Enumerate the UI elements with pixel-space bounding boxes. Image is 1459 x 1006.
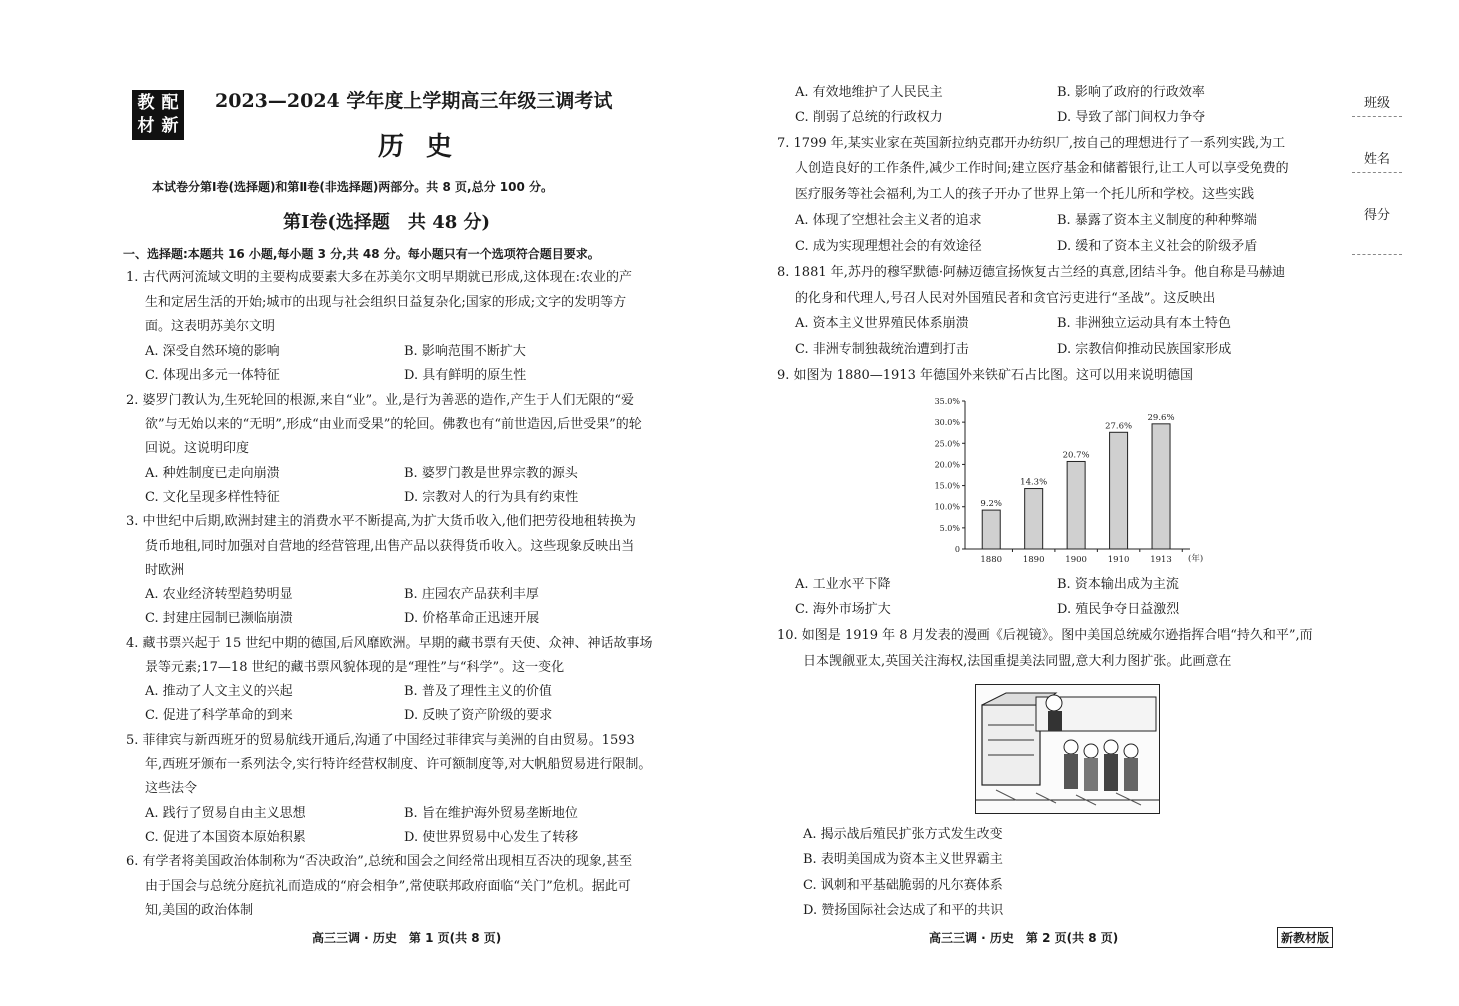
question-text: 景等元素;17—18 世纪的藏书票风貌体现的是“理性”与“科学”。这一变化 (145, 660, 565, 675)
option-d[interactable]: D. 使世界贸易中心发生了转移 (404, 830, 579, 845)
y-tick-label: 10.0% (934, 502, 960, 512)
question-text: 8. 1881 年,苏丹的穆罕默德·阿赫迈德宣扬恢复古兰经的真意,团结斗争。他自称是马赫迪 (777, 265, 1286, 280)
x-tick-label: 1900 (1065, 555, 1087, 565)
question-text: 欲”与无始以来的“无明”,形成“由业而受果”的轮回。佛教也有“前世造因,后世受果”的轮 (145, 417, 642, 432)
bar-value-label: 9.2% (980, 499, 1003, 510)
option-b[interactable]: B. 资本输出成为主流 (1057, 577, 1179, 592)
edition-badge: 新教材版 (1277, 927, 1333, 948)
option-c[interactable]: C. 文化呈现多样性特征 (145, 490, 280, 505)
option-c[interactable]: C. 封建庄园制已濒临崩溃 (145, 611, 293, 626)
bar (1152, 424, 1170, 549)
option-a[interactable]: A. 资本主义世界殖民体系崩溃 (795, 316, 969, 331)
option-b[interactable]: B. 影响范围不断扩大 (404, 344, 526, 359)
y-tick-label: 15.0% (934, 481, 960, 491)
y-tick-label: 35.0% (934, 397, 960, 406)
option-a[interactable]: A. 揭示战后殖民扩张方式发生改变 (803, 827, 1003, 842)
class-label: 班级 (1363, 96, 1390, 111)
cartoon-drawing (976, 685, 1160, 814)
exam-description: 本试卷分第Ⅰ卷(选择题)和第Ⅱ卷(非选择题)两部分。共 8 页,总分 100 分。 (152, 180, 553, 194)
option-c[interactable]: C. 海外市场扩大 (795, 602, 891, 617)
question-text: 的化身和代理人,号召人民对外国殖民者和贪官污吏进行“圣战”。这反映出 (795, 291, 1216, 306)
section-heading: 一、选择题:本题共 16 小题,每小题 3 分,共 48 分。每小题只有一个选项符合题目要求。 (123, 247, 600, 261)
question-text: 由于国会与总统分庭抗礼而造成的“府会相争”,常使联邦政府面临“关门”危机。据此可 (145, 879, 631, 894)
bar (1110, 432, 1128, 549)
option-a[interactable]: A. 践行了贸易自由主义思想 (145, 806, 306, 821)
question-text: 2. 婆罗门教认为,生死轮回的根源,来自“业”。业,是行为善恶的造作,产生于人们无限的“爱 (126, 393, 635, 408)
bar-value-label: 29.6% (1147, 412, 1175, 423)
bar (982, 510, 1000, 549)
option-b[interactable]: B. 庄园农产品获利丰厚 (404, 587, 539, 602)
option-c[interactable]: C. 促进了本国资本原始积累 (145, 830, 306, 845)
option-a[interactable]: A. 种姓制度已走向崩溃 (145, 466, 280, 481)
option-d[interactable]: D. 价格革命正迅速开展 (404, 611, 540, 626)
question-text: 1. 古代两河流域文明的主要构成要素大多在苏美尔文明早期就已形成,这体现在:农业的产 (126, 270, 633, 285)
page-footer-right: 高三三调 · 历史 第 2 页(共 8 页) (929, 931, 1119, 945)
option-b[interactable]: B. 非洲独立运动具有本土特色 (1057, 316, 1231, 331)
question-text: 生和定居生活的开始;城市的出现与社会组织日益复杂化;国家的形成;文字的发明等方 (145, 295, 627, 310)
option-d[interactable]: D. 宗教信仰推动民族国家形成 (1057, 342, 1232, 357)
question-text: 日本觊觎亚太,英国关注海权,法国重提美法同盟,意大利力图扩张。此画意在 (803, 654, 1232, 669)
bar (1025, 489, 1043, 549)
option-b[interactable]: B. 婆罗门教是世界宗教的源头 (404, 466, 578, 481)
option-a[interactable]: A. 工业水平下降 (795, 577, 891, 592)
option-a[interactable]: A. 体现了空想社会主义者的追求 (795, 213, 982, 228)
x-axis-unit-label: (年) (1188, 554, 1204, 564)
option-b[interactable]: B. 旨在维护海外贸易垄断地位 (404, 806, 578, 821)
x-tick-label: 1910 (1107, 555, 1130, 565)
part-heading: 第Ⅰ卷(选择题 共 48 分) (283, 212, 491, 233)
question-text: 9. 如图为 1880—1913 年德国外来铁矿石占比图。这可以用来说明德国 (777, 368, 1193, 383)
score-label: 得分 (1363, 208, 1390, 223)
question-text: 7. 1799 年,某实业家在英国新拉纳克郡开办纺织厂,按自己的理想进行了一系列实践,为工 (777, 136, 1286, 151)
question-text: 10. 如图是 1919 年 8 月发表的漫画《后视镜》。图中美国总统威尔逊指挥合唱“持久和平”,而 (777, 628, 1313, 643)
question-text: 5. 菲律宾与新西班牙的贸易航线开通后,沟通了中国经过菲律宾与美洲的自由贸易。1593 (126, 733, 635, 748)
bar-value-label: 14.3% (1020, 477, 1048, 488)
bar (1067, 461, 1085, 549)
option-a[interactable]: A. 有效地维护了人民民主 (795, 85, 943, 100)
question-text: 货币地租,同时加强对自营地的经营管理,出售产品以获得货币收入。这些现象反映出当 (145, 539, 635, 554)
option-d[interactable]: D. 缓和了资本主义社会的阶级矛盾 (1057, 239, 1258, 254)
question-text: 4. 藏书票兴起于 15 世纪中期的德国,后风靡欧洲。早期的藏书票有天使、众神、神话故事场 (126, 636, 653, 651)
question-text: 年,西班牙颁布一系列法令,实行特许经营权制度、许可额制度等,对大帆船贸易进行限制。 (145, 757, 652, 772)
question-text: 6. 有学者将美国政治体制称为“否决政治”,总统和国会之间经常出现相互否决的现象,甚至 (126, 854, 633, 869)
publisher-logo (132, 90, 184, 140)
option-c[interactable]: C. 体现出多元一体特征 (145, 368, 280, 383)
option-a[interactable]: A. 深受自然环境的影响 (145, 344, 280, 359)
y-tick-label: 30.0% (934, 418, 960, 428)
page-footer-left: 高三三调 · 历史 第 1 页(共 8 页) (312, 931, 502, 945)
option-a[interactable]: A. 农业经济转型趋势明显 (145, 587, 293, 602)
iron-ore-bar-chart (920, 392, 1210, 570)
bar-value-label: 20.7% (1062, 450, 1090, 461)
option-d[interactable]: D. 殖民争夺日益激烈 (1057, 602, 1180, 617)
question-text: 面。这表明苏美尔文明 (145, 319, 276, 334)
bar-value-label: 27.6% (1105, 421, 1133, 432)
question-text: 3. 中世纪中后期,欧洲封建主的消费水平不断提高,为扩大货币收入,他们把劳役地租转换为 (126, 514, 636, 529)
x-tick-label: 1880 (980, 555, 1003, 565)
x-tick-label: 1913 (1150, 555, 1172, 565)
question-text: 医疗服务等社会福利,为工人的孩子开办了世界上第一个托儿所和学校。这些实践 (795, 187, 1255, 202)
y-tick-label: 20.0% (934, 460, 960, 470)
y-tick-label: 0 (954, 545, 960, 554)
logo-char: 配 (161, 93, 179, 113)
option-d[interactable]: D. 导致了部门间权力争夺 (1057, 110, 1206, 125)
exam-title: 2023—2024 学年度上学期高三年级三调考试 (215, 90, 613, 112)
logo-char: 教 (137, 93, 155, 113)
option-d[interactable]: D. 反映了资产阶级的要求 (404, 708, 553, 723)
option-b[interactable]: B. 表明美国成为资本主义世界霸主 (803, 852, 1003, 867)
exam-subject: 历史 (378, 132, 475, 162)
option-c[interactable]: C. 成为实现理想社会的有效途径 (795, 239, 982, 254)
option-d[interactable]: D. 宗教对人的行为具有约束性 (404, 490, 579, 505)
question-text: 这些法令 (145, 781, 198, 796)
option-c[interactable]: C. 讽刺和平基础脆弱的凡尔赛体系 (803, 878, 1003, 893)
y-tick-label: 25.0% (934, 439, 960, 449)
logo-char: 新 (161, 116, 179, 136)
option-c[interactable]: C. 非洲专制独裁统治遭到打击 (795, 342, 969, 357)
question-text: 回说。这说明印度 (145, 441, 250, 456)
option-d[interactable]: D. 赞扬国际社会达成了和平的共识 (803, 903, 1004, 918)
logo-char: 材 (137, 116, 155, 136)
y-tick-label: 5.0% (939, 523, 960, 533)
question-text: 时欧洲 (145, 563, 185, 578)
option-c[interactable]: C. 削弱了总统的行政权力 (795, 110, 943, 125)
name-label: 姓名 (1363, 152, 1390, 167)
cartoon-image (975, 684, 1160, 814)
question-text: 知,美国的政治体制 (145, 903, 254, 918)
option-c[interactable]: C. 促进了科学革命的到来 (145, 708, 293, 723)
question-text: 人创造良好的工作条件,减少工作时间;建立医疗基金和储蓄银行,让工人可以享受免费的 (795, 161, 1289, 176)
option-a[interactable]: A. 推动了人文主义的兴起 (145, 684, 293, 699)
option-b[interactable]: B. 暴露了资本主义制度的种种弊端 (1057, 213, 1257, 228)
option-b[interactable]: B. 普及了理性主义的价值 (404, 684, 552, 699)
option-b[interactable]: B. 影响了政府的行政效率 (1057, 85, 1205, 100)
x-tick-label: 1890 (1022, 555, 1045, 565)
option-d[interactable]: D. 具有鲜明的原生性 (404, 368, 527, 383)
